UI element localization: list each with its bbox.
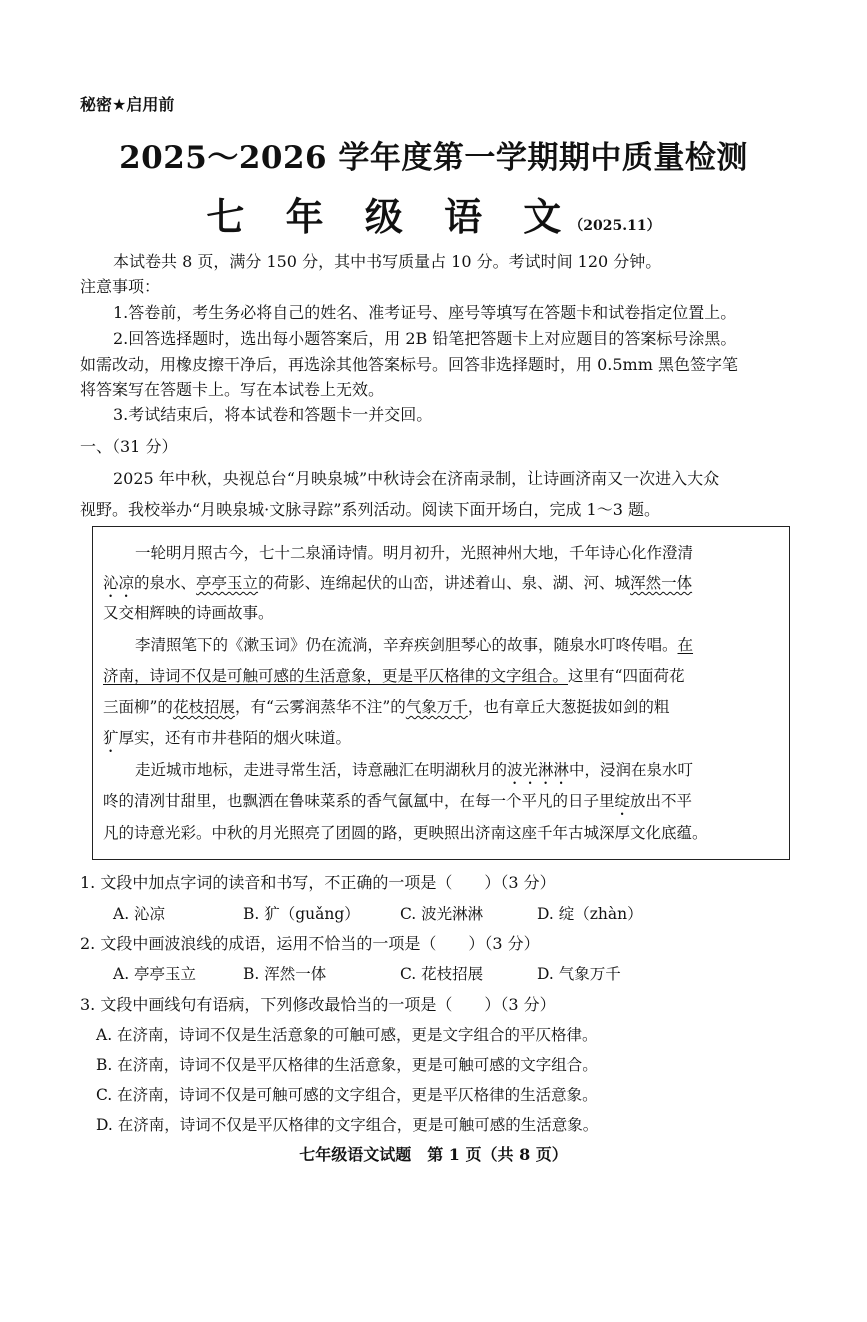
question-1-stem: 1. 文段中加点字词的读音和书写，不正确的一项是（ ）（3 分） <box>80 873 556 892</box>
passage-text: 走近城市地标，走进寻常生活，诗意融汇在明湖秋月的 <box>135 761 508 779</box>
passage-text: ，有“云雾润蒸华不注”的 <box>234 698 406 716</box>
wavy-idiom: 气象万千 <box>405 698 468 716</box>
q3-option-b[interactable]: B. 在济南，诗词不仅是平仄格律的生活意象，更是可触可感的文字组合。 <box>96 1056 598 1074</box>
reading-passage <box>92 526 790 860</box>
section-intro-cont: 视野。我校举办“月映泉城·文脉寻踪”系列活动。阅读下面开场白，完成 1～3 题。 <box>80 500 660 519</box>
question-3-stem: 3. 文段中画线句有语病，下列修改最恰当的一项是（ ）（3 分） <box>80 995 556 1014</box>
exam-date: （2025.11） <box>569 218 661 234</box>
page-footer: 七年级语文试题 第 1 页（共 8 页） <box>299 1145 568 1164</box>
underlined-sentence: 在 <box>677 636 694 654</box>
notice-item-2-cont: 如需改动，用橡皮擦干净后，再选涂其他答案标号。回答非选择题时，用 0.5mm 黑色签字笔 <box>80 355 738 374</box>
passage-text: 咚的清冽甘甜里，也飘洒在鲁味菜系的香气氤氲中，在每一个平凡的日子里 <box>103 792 615 810</box>
passage-text: 的荷影、连绵起伏的山峦，讲述着山、泉、湖、河、城 <box>258 574 631 592</box>
q2-option-b[interactable]: B. 浑然一体 <box>243 965 327 983</box>
passage-text: 三面柳”的 <box>103 698 173 716</box>
q3-option-c[interactable]: C. 在济南，诗词不仅是可触可感的文字组合，更是平仄格律的生活意象。 <box>96 1086 598 1104</box>
notice-item-2: 2.回答选择题时，选出每小题答案后，用 2B 铅笔把答题卡上对应题目的答案标号涂黑。 <box>113 329 737 348</box>
dotted-char: 绽 <box>614 792 631 810</box>
passage-line <box>103 695 669 717</box>
notice-item-1: 1.答卷前，考生务必将自己的姓名、准考证号、座号等填写在答题卡和试卷指定位置上。 <box>113 303 737 322</box>
dotted-char: 犷 <box>103 729 119 747</box>
q1-option-b[interactable]: B. 犷（guǎng） <box>243 905 360 923</box>
passage-text: 中，浸润在泉水叮 <box>569 761 694 779</box>
passage-line: 又交相辉映的诗画故事。 <box>103 604 274 622</box>
subject-title-row <box>0 186 867 241</box>
passage-text: 李清照笔下的《漱玉词》仍在流淌，辛弃疾剑胆琴心的故事，随泉水叮咚传唱。 <box>135 636 678 654</box>
passage-text: 的泉水、 <box>134 574 197 592</box>
q1-option-c[interactable]: C. 波光淋淋 <box>400 905 484 923</box>
q3-option-a[interactable]: A. 在济南，诗词不仅是生活意象的可触可感，更是文字组合的平仄格律。 <box>96 1026 598 1044</box>
exam-intro: 本试卷共 8 页，满分 150 分，其中书写质量占 10 分。考试时间 120 分钟。 <box>113 252 662 271</box>
section-intro: 2025 年中秋，央视总台“月映泉城”中秋诗会在济南录制，让诗画济南又一次进入大众 <box>113 469 720 488</box>
section-label: 一、（31 分） <box>80 437 178 456</box>
q1-option-d[interactable]: D. 绽（zhàn） <box>537 905 643 923</box>
passage-line <box>103 726 351 756</box>
wavy-idiom: 亭亭玉立 <box>196 574 259 592</box>
passage-line: 一轮明月照古今，七十二泉涌诗情。明月初升，光照神州大地，千年诗心化作澄清 <box>135 544 694 562</box>
passage-line <box>135 758 693 788</box>
wavy-idiom: 浑然一体 <box>630 574 693 592</box>
dotted-char: 凉 <box>118 574 135 592</box>
notice-item-3: 3.考试结束后，将本试卷和答题卡一并交回。 <box>113 405 433 424</box>
subject-title: 七 年 级 语 文 <box>206 194 576 239</box>
passage-text: 厚实，还有市井巷陌的烟火味道。 <box>118 729 352 747</box>
passage-line: 凡的诗意光彩。中秋的月光照亮了团圆的路，更映照出济南这座千年古城深厚文化底蕴。 <box>103 824 708 842</box>
q1-option-a[interactable]: A. 沁凉 <box>113 905 166 923</box>
wavy-idiom: 花枝招展 <box>172 698 235 716</box>
passage-line <box>135 633 693 655</box>
passage-line <box>103 664 684 686</box>
underlined-sentence: 济南，诗词不仅是可触可感的生活意象，更是平仄格律的文字组合。 <box>103 667 569 685</box>
passage-text: 这里有“四面荷花 <box>568 667 685 685</box>
notice-heading: 注意事项： <box>80 277 161 296</box>
confidential-mark: 秘密★启用前 <box>80 95 175 114</box>
passage-line <box>103 571 692 601</box>
q2-option-a[interactable]: A. 亭亭玉立 <box>113 965 197 983</box>
dotted-phrase: 波光淋淋 <box>507 761 570 779</box>
passage-line <box>103 789 692 819</box>
q3-option-d[interactable]: D. 在济南，诗词不仅是平仄格律的文字组合，更是可触可感的生活意象。 <box>96 1116 599 1134</box>
question-2-stem: 2. 文段中画波浪线的成语，运用不恰当的一项是（ ）（3 分） <box>80 934 540 953</box>
exam-title: 2025～2026 学年度第一学期期中质量检测 <box>119 140 748 176</box>
passage-text: 放出不平 <box>630 792 693 810</box>
q2-option-c[interactable]: C. 花枝招展 <box>400 965 484 983</box>
dotted-char: 沁 <box>103 574 119 592</box>
passage-text: ，也有章丘大葱挺拔如剑的粗 <box>467 698 670 716</box>
q2-option-d[interactable]: D. 气象万千 <box>537 965 621 983</box>
notice-item-2-cont2: 将答案写在答题卡上。写在本试卷上无效。 <box>80 380 385 399</box>
